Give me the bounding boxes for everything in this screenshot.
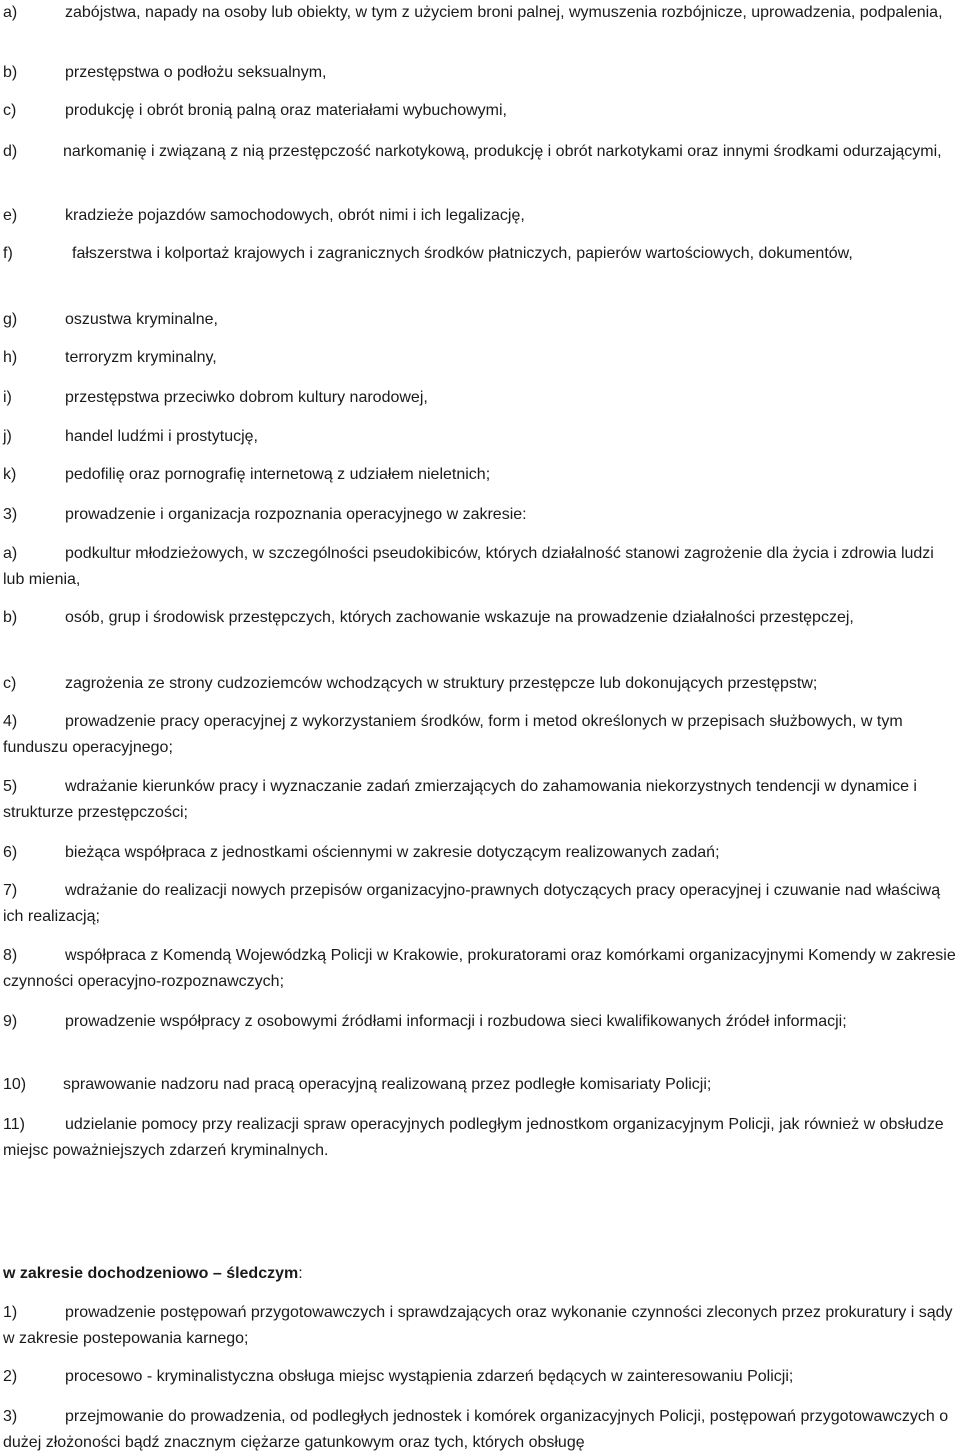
section-heading-part1: w zakresie dochodzeniowo bbox=[3, 1265, 209, 1282]
list-marker: h) bbox=[3, 349, 18, 366]
list-item bbox=[3, 1300, 958, 1352]
list-marker: 9) bbox=[3, 1013, 18, 1030]
list-item bbox=[3, 1404, 958, 1456]
list-item-text: produkcję i obrót bronią palną oraz materiałami wybuchowymi, bbox=[65, 102, 507, 119]
list-marker: 10) bbox=[3, 1076, 27, 1093]
list-item-text: prowadzenie postępowań przygotowawczych i sprawdzających oraz wykonanie czynności zleconych przez prokuratury i sądy w zakresie postepowania karnego; bbox=[3, 1304, 953, 1347]
list-item-text: udzielanie pomocy przy realizacji spraw operacyjnych podległym jednostkom organizacyjnym Policji, jak również w obsłudze miejsc poważniejszych zdarzeń kryminalnych. bbox=[3, 1116, 944, 1159]
list-item-text: procesowo - kryminalistyczna obsługa miejsc wystąpienia zdarzeń będących w zainteresowaniu Policji; bbox=[65, 1368, 794, 1385]
list-item bbox=[3, 0, 958, 26]
list-item-text: oszustwa kryminalne, bbox=[65, 311, 218, 328]
list-item bbox=[3, 502, 958, 528]
list-marker: 2) bbox=[3, 1368, 18, 1385]
list-item bbox=[3, 385, 958, 411]
list-item bbox=[3, 424, 958, 450]
list-marker: 1) bbox=[3, 1304, 18, 1321]
section-heading bbox=[3, 1261, 958, 1287]
list-item-text: bieżąca współpraca z jednostkami ościennymi w zakresie dotyczącym realizowanych zadań; bbox=[65, 844, 720, 861]
list-item-text: prowadzenie i organizacja rozpoznania operacyjnego w zakresie: bbox=[65, 506, 527, 523]
list-item-text: zabójstwa, napady na osoby lub obiekty, w tym z użyciem broni palnej, wymuszenia rozbójnicze, uprowadzenia, podpalenia, bbox=[65, 4, 943, 21]
list-item bbox=[3, 671, 958, 697]
list-item bbox=[3, 203, 958, 229]
list-marker: 7) bbox=[3, 882, 18, 899]
list-marker: 5) bbox=[3, 778, 18, 795]
list-item bbox=[3, 1364, 958, 1390]
list-item bbox=[3, 98, 958, 124]
section-heading-dash: – bbox=[212, 1265, 222, 1282]
list-item-text: przestępstwa o podłożu seksualnym, bbox=[65, 64, 327, 81]
list-marker: f) bbox=[3, 245, 13, 262]
list-item-text: przestępstwa przeciwko dobrom kultury narodowej, bbox=[65, 389, 428, 406]
list-item-text: narkomanię i związaną z nią przestępczość narkotykową, produkcję i obrót narkotykami oraz innymi środkami odurzającymi, bbox=[63, 143, 942, 160]
list-item-text: podkultur młodzieżowych, w szczególności pseudokibiców, których działalność stanowi zagrożenie dla życia i zdrowia ludzi lub mienia, bbox=[3, 545, 934, 588]
list-item bbox=[3, 605, 958, 631]
list-item bbox=[3, 541, 958, 593]
list-marker: g) bbox=[3, 311, 18, 328]
list-marker: k) bbox=[3, 466, 17, 483]
list-marker: b) bbox=[3, 64, 18, 81]
list-item bbox=[3, 241, 958, 267]
list-item-text: współpraca z Komendą Wojewódzką Policji w Krakowie, prokuratorami oraz komórkami organizacyjnymi Komendy w zakresie czynności operacyjno-rozpoznawczych; bbox=[3, 947, 956, 990]
list-marker: e) bbox=[3, 207, 18, 224]
list-marker: i) bbox=[3, 389, 12, 406]
section-heading-colon: : bbox=[298, 1265, 303, 1282]
list-marker: b) bbox=[3, 609, 18, 626]
list-item bbox=[3, 462, 958, 488]
list-item bbox=[3, 345, 958, 371]
list-item-text: prowadzenie współpracy z osobowymi źródłami informacji i rozbudowa sieci kwalifikowanych źródeł informacji; bbox=[65, 1013, 847, 1030]
list-marker: a) bbox=[3, 545, 18, 562]
list-marker: d) bbox=[3, 143, 18, 160]
list-marker: c) bbox=[3, 102, 17, 119]
list-item-text: fałszerstwa i kolportaż krajowych i zagranicznych środków płatniczych, papierów wartościowych, dokumentów, bbox=[72, 245, 853, 262]
list-item-text: handel ludźmi i prostytucję, bbox=[65, 428, 258, 445]
list-item bbox=[3, 943, 958, 995]
list-marker: 8) bbox=[3, 947, 18, 964]
list-marker: 6) bbox=[3, 844, 18, 861]
list-item bbox=[3, 774, 958, 826]
list-item-text: prowadzenie pracy operacyjnej z wykorzystaniem środków, form i metod określonych w przepisach służbowych, w tym funduszu operacyjnego; bbox=[3, 713, 903, 756]
list-item-text: kradzieże pojazdów samochodowych, obrót nimi i ich legalizację, bbox=[65, 207, 525, 224]
list-marker: c) bbox=[3, 675, 17, 692]
list-marker: 4) bbox=[3, 713, 18, 730]
list-item-text: wdrażanie kierunków pracy i wyznaczanie zadań zmierzających do zahamowania niekorzystnych tendencji w dynamice i strukturze przestępczości; bbox=[3, 778, 917, 821]
list-item bbox=[3, 307, 958, 333]
list-item-text: zagrożenia ze strony cudzoziemców wchodzących w struktury przestępcze lub dokonujących przestępstw; bbox=[65, 675, 818, 692]
list-item-text: osób, grup i środowisk przestępczych, których zachowanie wskazuje na prowadzenie działalności przestępczej, bbox=[65, 609, 854, 626]
list-item bbox=[3, 139, 958, 165]
list-item-text: terroryzm kryminalny, bbox=[65, 349, 217, 366]
list-marker: 11) bbox=[3, 1116, 25, 1133]
list-marker: j) bbox=[3, 428, 12, 445]
list-item-text: sprawowanie nadzoru nad pracą operacyjną realizowaną przez podległe komisariaty Policji; bbox=[63, 1076, 712, 1093]
section-heading-part2: śledczym bbox=[226, 1265, 299, 1282]
list-item-text: przejmowanie do prowadzenia, od podległych jednostek i komórek organizacyjnych Policji, postępowań przygotowawczych o dużej złożoności bądź znacznym ciężarze gatunkowym oraz tych, których obsługę bbox=[3, 1408, 949, 1451]
list-marker: a) bbox=[3, 4, 18, 21]
list-item bbox=[3, 878, 958, 930]
list-item bbox=[3, 60, 958, 86]
list-marker: 3) bbox=[3, 1408, 18, 1425]
list-item bbox=[3, 1009, 958, 1035]
list-item bbox=[3, 709, 958, 761]
list-item bbox=[3, 840, 958, 866]
list-item bbox=[3, 1112, 958, 1164]
list-item-text: pedofilię oraz pornografię internetową z udziałem nieletnich; bbox=[65, 466, 491, 483]
list-item-text: wdrażanie do realizacji nowych przepisów organizacyjno-prawnych dotyczących pracy operacyjnej i czuwanie nad właściwą ich realizacją; bbox=[3, 882, 941, 925]
list-item bbox=[3, 1072, 958, 1098]
list-marker: 3) bbox=[3, 506, 18, 523]
